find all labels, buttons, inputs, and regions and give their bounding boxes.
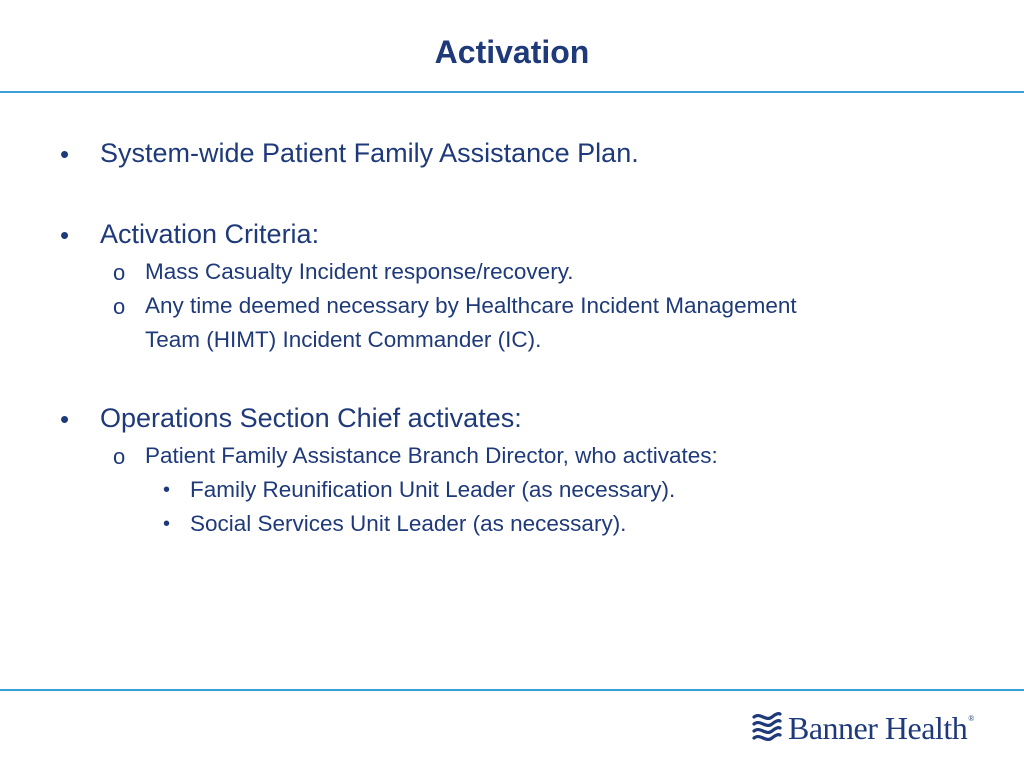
sub-bullet-text: Any time deemed necessary by Healthcare Incident Management	[145, 293, 797, 318]
sub-sub-bullet-text: Family Reunification Unit Leader (as necessary).	[190, 477, 676, 502]
logo-wordmark: Banner Health	[788, 709, 968, 746]
sub-sub-bullet-marker: •	[163, 513, 171, 535]
bullet-text: System-wide Patient Family Assistance Plan.	[100, 138, 639, 168]
bullet-text: Activation Criteria:	[100, 219, 320, 249]
registered-mark: ®	[968, 713, 975, 723]
sub-bullet-marker: o	[113, 444, 126, 469]
banner-wave-icon	[752, 711, 782, 745]
bullet-text: Operations Section Chief activates:	[100, 403, 522, 433]
banner-health-logo	[752, 706, 974, 750]
title-divider	[0, 91, 1024, 93]
slide-title: Activation	[434, 34, 590, 70]
bullet-marker: •	[60, 220, 70, 250]
sub-bullet-text-continuation: Team (HIMT) Incident Commander (IC).	[145, 327, 542, 352]
sub-sub-bullet-marker: •	[163, 479, 171, 501]
bullet-marker: •	[60, 139, 70, 169]
footer-divider	[0, 689, 1024, 691]
sub-bullet-text: Mass Casualty Incident response/recovery.	[145, 259, 574, 284]
sub-sub-bullet-text: Social Services Unit Leader (as necessary).	[190, 511, 627, 536]
sub-bullet-text: Patient Family Assistance Branch Director, who activates:	[145, 443, 718, 468]
sub-bullet-marker: o	[113, 294, 126, 319]
bullet-marker: •	[60, 404, 70, 434]
sub-bullet-marker: o	[113, 260, 126, 285]
